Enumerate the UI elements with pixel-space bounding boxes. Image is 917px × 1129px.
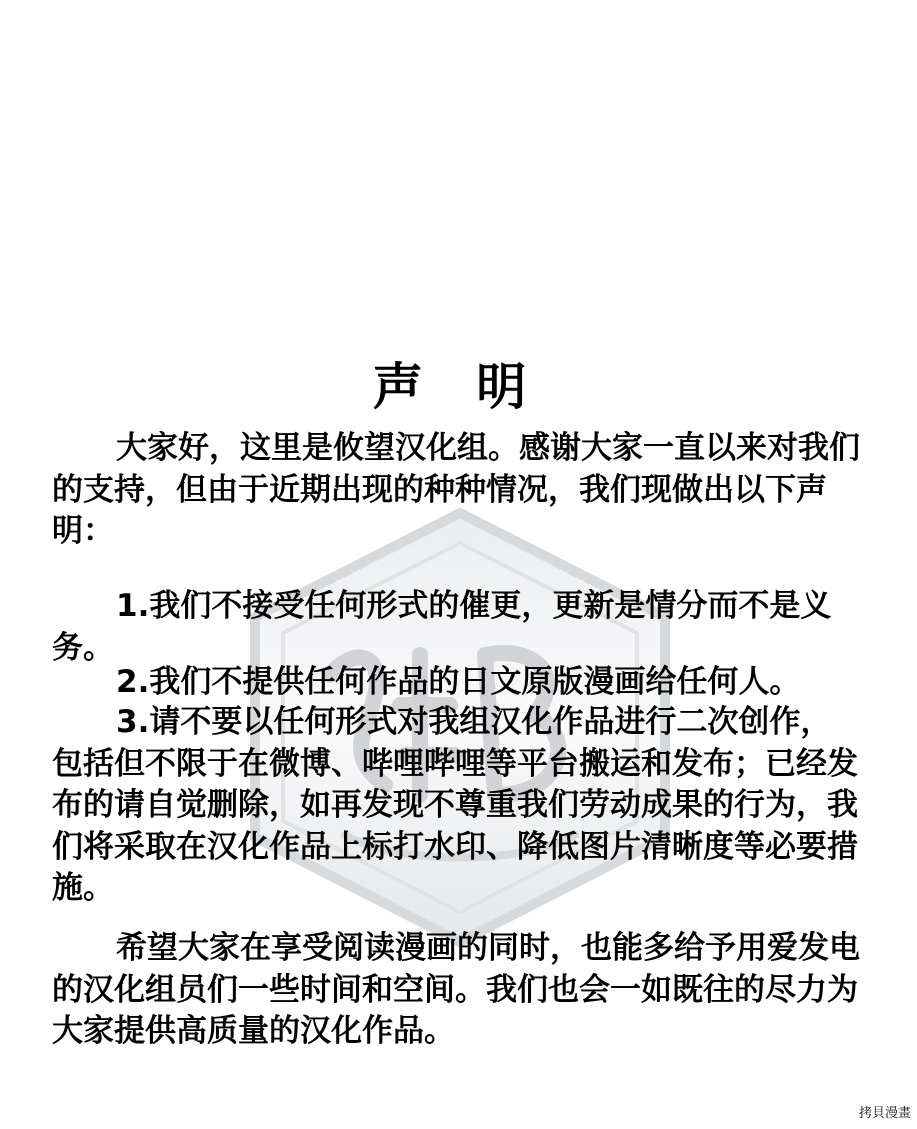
page-title: 声 明 [372, 358, 545, 416]
rule-3-paragraph: 3.请不要以任何形式对我组汉化作品进行二次创作，包括但不限于在微博、哔哩哔哩等平台搬运和发布；已经发布的请自觉删除，如再发现不尊重我们劳动成果的行为，我们将采取在汉化作品上标打水印、降低图片清晰度等必要措施。 [52, 704, 858, 906]
intro-paragraph: 大家好，这里是攸望汉化组。感谢大家一直以来对我们的支持，但由于近期出现的种种情况，我们现做出以下声明： [52, 430, 860, 549]
rule-2-paragraph: 2.我们不提供任何作品的日文原版漫画给任何人。 [116, 664, 801, 700]
rule-1-paragraph: 1.我们不接受任何形式的催更，更新是情分而不是义务。 [52, 588, 832, 666]
source-tag: 拷貝漫畫 [858, 1106, 911, 1121]
closing-paragraph: 希望大家在享受阅读漫画的同时，也能多给予用爱发电的汉化组员们一些时间和空间。我们也会一如既往的尽力为大家提供高质量的汉化作品。 [52, 930, 860, 1049]
